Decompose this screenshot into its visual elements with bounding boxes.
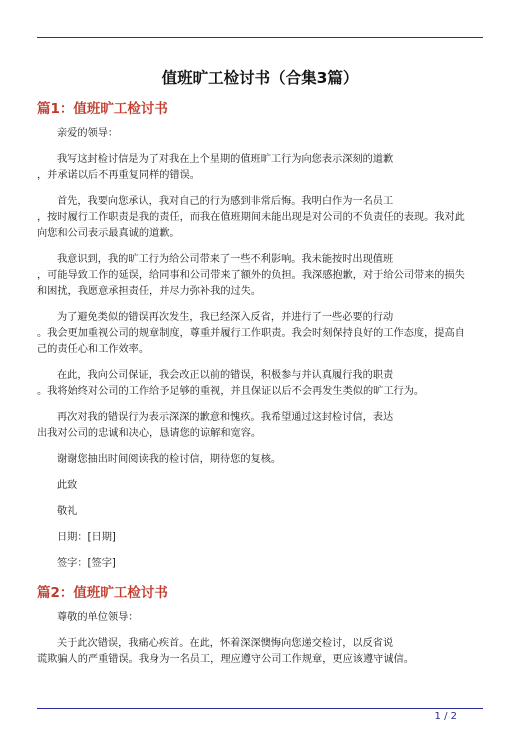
section-heading-1: 篇1：值班旷工检讨书 [37,101,168,117]
paragraph: 在此，我向公司保证，我会改正以前的错误，积极参与并认真履行我的职责 。我将始终对公司的工作给予足够的重视，并且保证以后不会再发生类似的旷工行为。 [37,370,425,397]
paragraph: 再次对我的错误行为表示深深的歉意和愧疚。我希望通过这封检讨信，表达 出我对公司的忠诚和决心，恳请您的谅解和宽容。 [37,412,394,439]
header-rule [37,37,483,38]
paragraph: 关于此次错误，我痛心疾首。在此，怀着深深懊悔向您递交检讨，以反省说 谎欺骗人的严重错误。我身为一名员工，理应遵守公司工作规章，更应该遵守诚信。 [37,638,414,665]
closing-regards: 敬礼 [57,506,78,517]
footer-rule [37,708,483,709]
closing-salutation: 此致 [57,480,78,491]
greeting: 亲爱的领导： [57,128,119,139]
signature-line: 签字：[签字] [57,558,116,569]
greeting: 尊敬的单位领导： [57,612,139,623]
document-title: 值班旷工检讨书（合集3篇） [161,69,359,87]
paragraph: 首先，我要向您承认，我对自己的行为感到非常后悔。我明白作为一名员工 ，按时履行工作职责是我的责任，而我在值班期间未能出现是对公司的不负责任的表现。我对此 向您和公司表示最真诚的道歉。 [37,196,465,239]
paragraph: 谢谢您抽出时间阅读我的检讨信，期待您的复核。 [57,454,282,465]
paragraph: 我写这封检讨信是为了对我在上个星期的值班旷工行为向您表示深刻的道歉 ，并承诺以后不再重复同样的错误。 [37,154,394,181]
paragraph: 为了避免类似的错误再次发生，我已经深入反省，并进行了一些必要的行动 。我会更加重视公司的规章制度，尊重并履行工作职责。我会时刻保持良好的工作态度，提高自 己的责任心和工作效率。 [37,312,465,355]
paragraph: 我意识到，我的旷工行为给公司带来了一些不利影响。我未能按时出现值班 ，可能导致工作的延误，给同事和公司带来了额外的负担。我深感抱歉，对于给公司带来的损失 和困扰，我愿意承担责任，并尽力弥补我的过失。 [37,254,465,297]
date-line: 日期：[日期] [57,532,116,543]
section-heading-2: 篇2：值班旷工检讨书 [37,585,168,601]
page-number: 1 / 2 [434,711,457,722]
